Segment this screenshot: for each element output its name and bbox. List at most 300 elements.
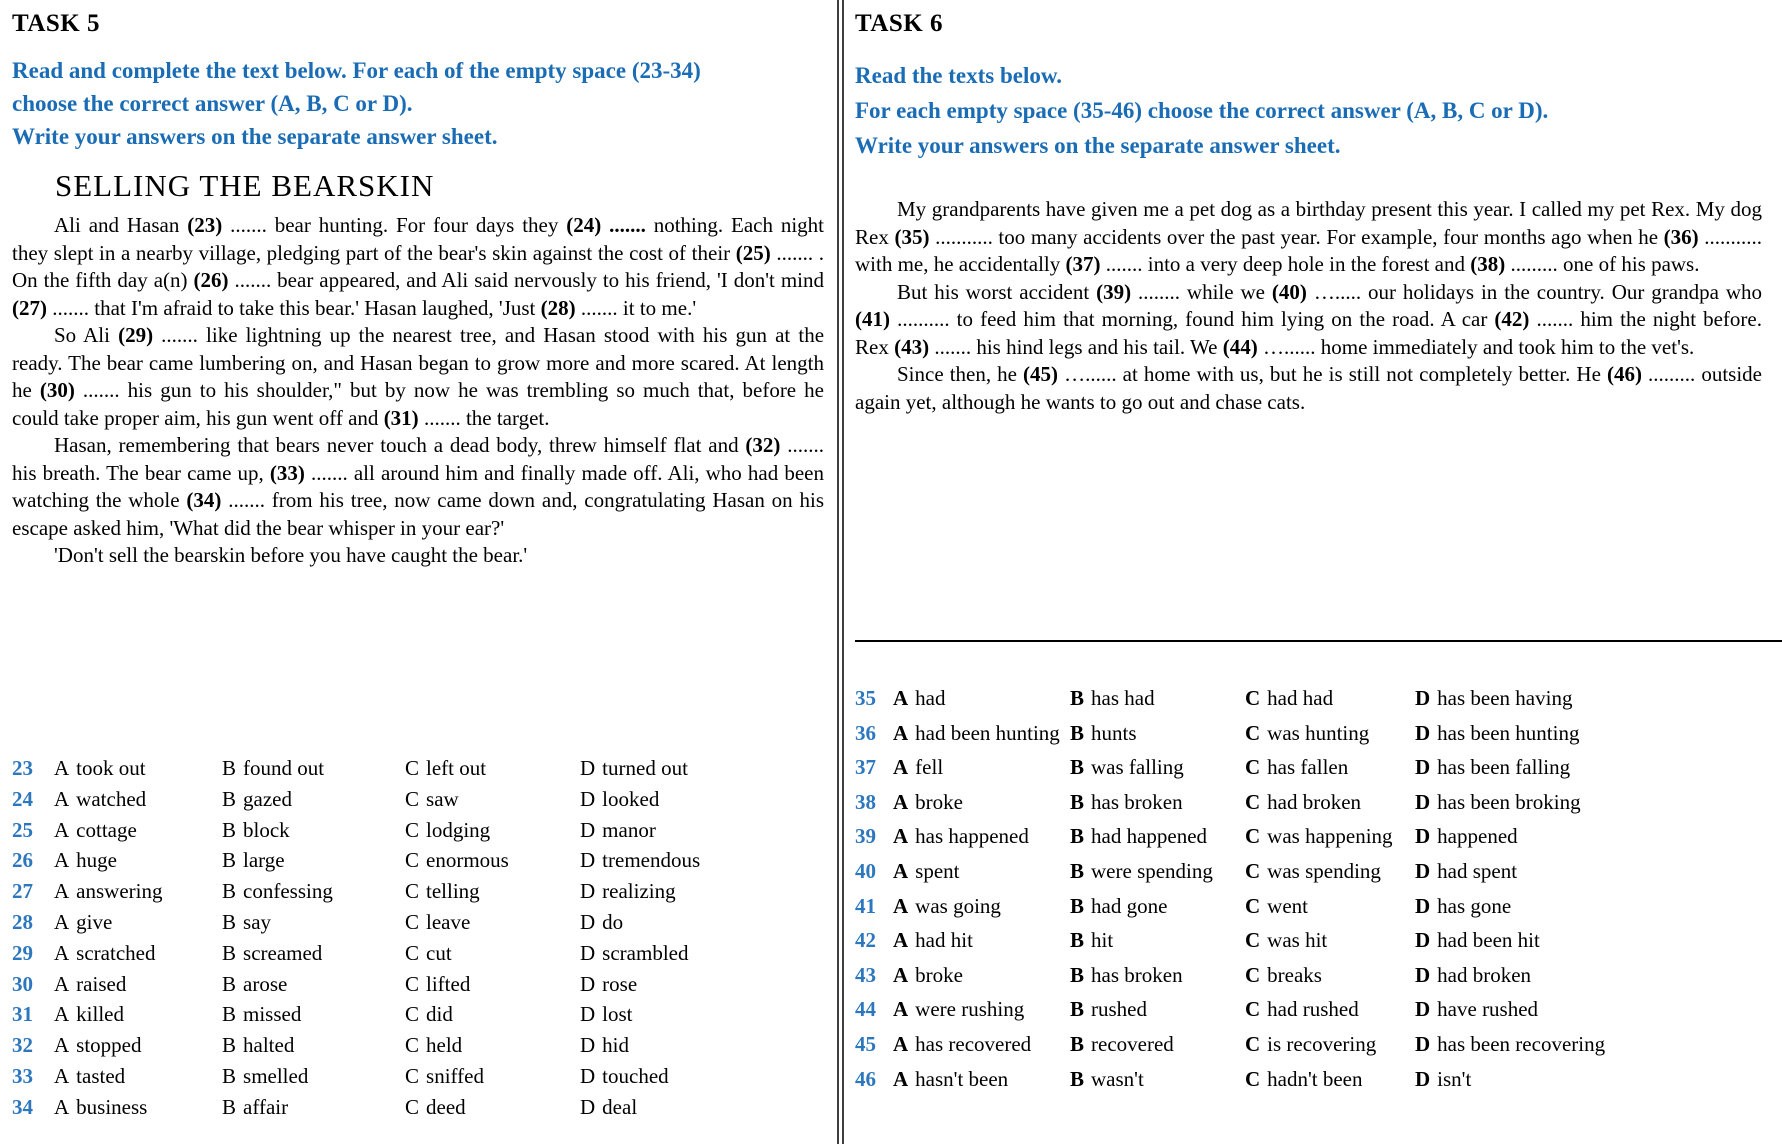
option-c-text: has fallen bbox=[1267, 755, 1349, 780]
option-a-text: broke bbox=[915, 962, 963, 987]
option-c-text: did bbox=[426, 1002, 453, 1027]
task6-passage bbox=[855, 196, 1762, 416]
option-c-text: went bbox=[1267, 893, 1308, 918]
option-letter-b: B bbox=[1070, 1066, 1085, 1091]
option-a bbox=[54, 818, 222, 843]
option-a bbox=[54, 972, 222, 997]
instruction-line: Write your answers on the separate answer sheet. bbox=[12, 124, 498, 149]
option-c bbox=[405, 1095, 580, 1120]
option-b-text: say bbox=[243, 909, 272, 934]
option-a-text: fell bbox=[915, 755, 944, 780]
option-letter-b: B bbox=[222, 971, 237, 996]
option-letter-d: D bbox=[1415, 962, 1431, 987]
option-letter-d: D bbox=[580, 1094, 596, 1119]
option-letter-c: C bbox=[405, 1002, 420, 1027]
option-letter-b: B bbox=[1070, 720, 1085, 745]
option-letter-c: C bbox=[1245, 755, 1261, 780]
option-letter-b: B bbox=[1070, 962, 1085, 987]
option-row bbox=[855, 997, 1782, 1032]
option-d-text: isn't bbox=[1437, 1066, 1472, 1091]
option-a bbox=[54, 941, 222, 966]
option-c bbox=[1245, 1032, 1415, 1057]
option-c-text: telling bbox=[426, 879, 480, 904]
option-letter-a: A bbox=[893, 789, 909, 814]
option-a bbox=[893, 1032, 1070, 1057]
option-c bbox=[405, 972, 580, 997]
question-number: 34 bbox=[12, 1094, 33, 1119]
option-letter-c: C bbox=[405, 786, 420, 811]
option-d-text: hid bbox=[602, 1033, 630, 1058]
option-a bbox=[893, 721, 1070, 746]
question-number: 33 bbox=[12, 1063, 33, 1088]
question-number: 37 bbox=[855, 755, 876, 780]
option-b-text: were spending bbox=[1091, 858, 1213, 883]
option-d-text: have rushed bbox=[1437, 997, 1539, 1022]
option-a-text: scratched bbox=[76, 940, 156, 965]
option-letter-b: B bbox=[1070, 1031, 1085, 1056]
question-number: 31 bbox=[12, 1002, 33, 1027]
option-letter-a: A bbox=[54, 971, 70, 996]
option-letter-a: A bbox=[54, 1063, 70, 1088]
option-letter-d: D bbox=[1415, 720, 1431, 745]
option-letter-a: A bbox=[54, 940, 70, 965]
option-a bbox=[893, 928, 1070, 953]
option-letter-b: B bbox=[222, 909, 237, 934]
option-row bbox=[855, 686, 1782, 721]
option-a-text: cottage bbox=[76, 817, 137, 842]
option-a bbox=[54, 879, 222, 904]
option-letter-c: C bbox=[1245, 928, 1261, 953]
question-number: 24 bbox=[12, 786, 33, 811]
option-c bbox=[405, 910, 580, 935]
option-letter-a: A bbox=[893, 1066, 909, 1091]
option-row bbox=[12, 1095, 824, 1126]
option-d bbox=[580, 910, 824, 935]
option-c-text: hadn't been bbox=[1267, 1066, 1363, 1091]
option-letter-a: A bbox=[893, 1031, 909, 1056]
option-a bbox=[893, 686, 1070, 711]
option-b-text: recovered bbox=[1091, 1031, 1174, 1056]
option-d-text: has been hunting bbox=[1437, 720, 1580, 745]
option-letter-a: A bbox=[893, 893, 909, 918]
option-d bbox=[580, 1033, 824, 1058]
option-letter-d: D bbox=[580, 940, 596, 965]
option-d-text: touched bbox=[602, 1063, 669, 1088]
option-letter-d: D bbox=[1415, 686, 1431, 710]
option-c-text: leave bbox=[426, 909, 471, 934]
option-b bbox=[1070, 963, 1245, 988]
option-letter-d: D bbox=[1415, 997, 1431, 1022]
option-letter-d: D bbox=[1415, 789, 1431, 814]
option-c-text: enormous bbox=[426, 848, 509, 873]
option-b bbox=[222, 1002, 405, 1027]
option-d bbox=[1415, 1032, 1782, 1057]
option-a-text: killed bbox=[76, 1002, 124, 1027]
option-a-text: watched bbox=[76, 786, 147, 811]
option-letter-b: B bbox=[1070, 789, 1085, 814]
option-b-text: missed bbox=[243, 1002, 302, 1027]
option-b-text: had gone bbox=[1091, 893, 1168, 918]
option-letter-d: D bbox=[580, 1063, 596, 1088]
option-letter-a: A bbox=[54, 1033, 70, 1058]
option-c bbox=[1245, 721, 1415, 746]
option-letter-a: A bbox=[893, 928, 909, 953]
option-letter-c: C bbox=[1245, 720, 1261, 745]
option-d-text: has been recovering bbox=[1437, 1031, 1606, 1056]
option-letter-d: D bbox=[580, 971, 596, 996]
option-letter-a: A bbox=[893, 997, 909, 1022]
option-letter-a: A bbox=[54, 909, 70, 934]
option-c bbox=[1245, 790, 1415, 815]
option-letter-b: B bbox=[222, 786, 237, 811]
option-letter-d: D bbox=[1415, 824, 1431, 849]
option-letter-b: B bbox=[222, 1002, 237, 1027]
question-number: 23 bbox=[12, 756, 33, 780]
instruction-line: Read and complete the text below. For each of the empty space (23-34) bbox=[12, 58, 701, 83]
option-d bbox=[1415, 894, 1782, 919]
option-row bbox=[12, 818, 824, 849]
option-b-text: rushed bbox=[1091, 997, 1148, 1022]
passage-paragraph: So Ali (29) ....... like lightning up the nearest tree, and Hasan stood with his gun at the ready. The bear came lumbering on, and Hasan began to grow more and more scared. At length he (30) ....... his gun to his shoulder," but by now he was trembling so much that, before he could take proper aim, his gun went off and (31) ....... the target. bbox=[12, 323, 825, 430]
option-letter-d: D bbox=[1415, 858, 1431, 883]
option-c-text: held bbox=[426, 1033, 463, 1058]
option-c bbox=[1245, 1067, 1415, 1092]
option-letter-c: C bbox=[1245, 1066, 1261, 1091]
section-divider-line bbox=[855, 640, 1782, 642]
option-letter-d: D bbox=[580, 756, 596, 780]
question-number: 38 bbox=[855, 789, 876, 814]
option-letter-c: C bbox=[1245, 997, 1261, 1022]
option-a-text: had bbox=[915, 686, 946, 710]
option-c bbox=[1245, 755, 1415, 780]
option-a bbox=[54, 910, 222, 935]
option-c bbox=[1245, 824, 1415, 849]
option-c bbox=[405, 1002, 580, 1027]
option-b bbox=[222, 818, 405, 843]
option-letter-a: A bbox=[54, 817, 70, 842]
option-letter-b: B bbox=[222, 1063, 237, 1088]
option-b bbox=[1070, 859, 1245, 884]
instruction-line: Read the texts below. bbox=[855, 63, 1062, 88]
option-d bbox=[580, 818, 824, 843]
question-number: 36 bbox=[855, 720, 876, 745]
option-b-text: has broken bbox=[1091, 789, 1183, 814]
task6-options bbox=[855, 686, 1782, 1101]
option-d-text: manor bbox=[602, 817, 656, 842]
option-a-text: tasted bbox=[76, 1063, 126, 1088]
option-d-text: rose bbox=[602, 971, 638, 996]
task5-header: TASK 5 bbox=[12, 10, 100, 37]
question-number: 39 bbox=[855, 824, 876, 849]
option-d bbox=[580, 879, 824, 904]
option-letter-c: C bbox=[1245, 858, 1261, 883]
option-a bbox=[893, 1067, 1070, 1092]
question-number: 40 bbox=[855, 858, 876, 883]
instruction-line: For each empty space (35-46) choose the correct answer (A, B, C or D). bbox=[855, 98, 1549, 123]
option-letter-d: D bbox=[580, 786, 596, 811]
option-d bbox=[580, 1095, 824, 1120]
option-row bbox=[12, 1002, 824, 1033]
option-c bbox=[1245, 997, 1415, 1022]
passage-paragraph: My grandparents have given me a pet dog as a birthday present this year. I called my pet Rex. My dog Rex (35) ........... too many accidents over the past year. For example, four months ago when he (36) ........... with me, he accidentally (37) ....... into a very deep hole in the forest and (38) ......... one of his paws. bbox=[855, 197, 1763, 276]
option-a-text: broke bbox=[915, 789, 963, 814]
option-letter-d: D bbox=[580, 879, 596, 904]
option-d-text: lost bbox=[602, 1002, 633, 1027]
option-a-text: had been hunting bbox=[915, 720, 1060, 745]
option-d bbox=[1415, 997, 1782, 1022]
option-a-text: business bbox=[76, 1094, 148, 1119]
option-b-text: has broken bbox=[1091, 962, 1183, 987]
option-b bbox=[1070, 755, 1245, 780]
option-letter-d: D bbox=[1415, 1066, 1431, 1091]
passage-paragraph: Ali and Hasan (23) ....... bear hunting. For four days they (24) ....... nothing. Each night they slept in a nearby village, pledging part of the bear's skin against the cost of their (25) ....... . On the fifth day a(n) (26) ....... bear appeared, and Ali said nervously to his friend, 'I don't mind (27) ....... that I'm afraid to take this bear.' Hasan laughed, 'Just (28) ....... it to me.' bbox=[12, 213, 825, 320]
option-d bbox=[1415, 790, 1782, 815]
option-c-text: breaks bbox=[1267, 962, 1322, 987]
option-letter-b: B bbox=[222, 940, 237, 965]
option-row bbox=[855, 859, 1782, 894]
option-b-text: halted bbox=[243, 1033, 295, 1058]
option-a bbox=[893, 755, 1070, 780]
option-a bbox=[893, 859, 1070, 884]
option-row bbox=[855, 755, 1782, 790]
option-c bbox=[1245, 963, 1415, 988]
option-d-text: has been having bbox=[1437, 686, 1573, 710]
option-d-text: had spent bbox=[1437, 858, 1518, 883]
option-b bbox=[1070, 894, 1245, 919]
option-a-text: was going bbox=[915, 893, 1001, 918]
option-c bbox=[405, 818, 580, 843]
option-row bbox=[12, 879, 824, 910]
option-letter-b: B bbox=[1070, 858, 1085, 883]
option-letter-d: D bbox=[580, 848, 596, 873]
question-number: 44 bbox=[855, 997, 876, 1022]
option-d-text: deal bbox=[602, 1094, 638, 1119]
option-letter-b: B bbox=[222, 817, 237, 842]
option-letter-b: B bbox=[1070, 928, 1085, 953]
option-c bbox=[1245, 859, 1415, 884]
option-c-text: lodging bbox=[426, 817, 491, 842]
option-letter-c: C bbox=[405, 1063, 420, 1088]
option-b-text: was falling bbox=[1091, 755, 1184, 780]
instruction-line: Write your answers on the separate answer sheet. bbox=[855, 133, 1341, 158]
option-b-text: found out bbox=[243, 756, 325, 780]
option-letter-c: C bbox=[405, 817, 420, 842]
option-a bbox=[54, 1064, 222, 1089]
option-d bbox=[1415, 1067, 1782, 1092]
option-a bbox=[893, 824, 1070, 849]
option-letter-c: C bbox=[405, 971, 420, 996]
option-d-text: turned out bbox=[602, 756, 688, 780]
option-row bbox=[855, 928, 1782, 963]
option-d bbox=[580, 972, 824, 997]
option-letter-d: D bbox=[580, 1033, 596, 1058]
option-letter-a: A bbox=[54, 848, 70, 873]
option-b-text: gazed bbox=[243, 786, 292, 811]
option-d bbox=[580, 787, 824, 812]
option-d bbox=[580, 1002, 824, 1027]
option-letter-b: B bbox=[222, 756, 237, 780]
option-b bbox=[1070, 1032, 1245, 1057]
option-c-text: sniffed bbox=[426, 1063, 484, 1088]
option-c-text: cut bbox=[426, 940, 452, 965]
question-number: 43 bbox=[855, 962, 876, 987]
option-a bbox=[54, 756, 222, 781]
option-a bbox=[54, 1095, 222, 1120]
option-letter-b: B bbox=[1070, 686, 1085, 710]
option-b-text: hunts bbox=[1091, 720, 1137, 745]
option-a-text: spent bbox=[915, 858, 960, 883]
option-d-text: had broken bbox=[1437, 962, 1532, 987]
option-a bbox=[54, 848, 222, 873]
question-number: 42 bbox=[855, 928, 876, 953]
option-d-text: had been hit bbox=[1437, 928, 1540, 953]
question-number: 28 bbox=[12, 909, 33, 934]
option-letter-b: B bbox=[1070, 755, 1085, 780]
option-b-text: smelled bbox=[243, 1063, 309, 1088]
option-b bbox=[222, 972, 405, 997]
option-c-text: had broken bbox=[1267, 789, 1362, 814]
option-letter-d: D bbox=[580, 909, 596, 934]
option-b bbox=[1070, 790, 1245, 815]
option-row bbox=[855, 721, 1782, 756]
option-c-text: saw bbox=[426, 786, 459, 811]
option-c-text: lifted bbox=[426, 971, 471, 996]
option-row bbox=[12, 1064, 824, 1095]
task5-instructions bbox=[12, 54, 824, 153]
option-c-text: had had bbox=[1267, 686, 1334, 710]
option-c bbox=[405, 941, 580, 966]
option-letter-c: C bbox=[405, 1094, 420, 1119]
option-d-text: do bbox=[602, 909, 624, 934]
question-number: 25 bbox=[12, 817, 33, 842]
passage-title: SELLING THE BEARSKIN bbox=[55, 168, 435, 203]
option-letter-b: B bbox=[1070, 997, 1085, 1022]
option-d-text: has been falling bbox=[1437, 755, 1571, 780]
option-d bbox=[1415, 686, 1782, 711]
option-b bbox=[1070, 721, 1245, 746]
option-row bbox=[855, 790, 1782, 825]
option-letter-b: B bbox=[222, 1094, 237, 1119]
option-b bbox=[222, 848, 405, 873]
option-letter-c: C bbox=[1245, 789, 1261, 814]
option-c-text: was hit bbox=[1267, 928, 1328, 953]
option-a bbox=[893, 894, 1070, 919]
option-row bbox=[855, 1067, 1782, 1102]
option-b-text: has had bbox=[1091, 686, 1155, 710]
option-letter-b: B bbox=[1070, 824, 1085, 849]
option-c-text: left out bbox=[426, 756, 487, 780]
option-b-text: had happened bbox=[1091, 824, 1208, 849]
option-c bbox=[405, 756, 580, 781]
option-d bbox=[1415, 963, 1782, 988]
option-a-text: answering bbox=[76, 879, 163, 904]
option-b-text: affair bbox=[243, 1094, 289, 1119]
option-letter-a: A bbox=[893, 824, 909, 849]
option-letter-a: A bbox=[54, 1002, 70, 1027]
instruction-line: choose the correct answer (A, B, C or D). bbox=[12, 91, 413, 116]
option-letter-d: D bbox=[1415, 928, 1431, 953]
option-b-text: hit bbox=[1091, 928, 1114, 953]
option-letter-c: C bbox=[1245, 824, 1261, 849]
passage-paragraph: Since then, he (45) …...... at home with us, but he is still not completely better. He (46) ......... outside again yet, although he wants to go out and chase cats. bbox=[855, 362, 1762, 414]
task5-passage bbox=[12, 212, 824, 570]
option-b-text: block bbox=[243, 817, 290, 842]
question-number: 27 bbox=[12, 879, 33, 904]
passage-paragraph: 'Don't sell the bearskin before you have caught the bear.' bbox=[54, 543, 528, 567]
option-letter-a: A bbox=[893, 686, 909, 710]
option-letter-c: C bbox=[1245, 686, 1261, 710]
option-letter-c: C bbox=[405, 909, 420, 934]
option-letter-a: A bbox=[893, 858, 909, 883]
option-b bbox=[222, 941, 405, 966]
task5-section bbox=[12, 0, 824, 1144]
option-d bbox=[580, 1064, 824, 1089]
option-letter-c: C bbox=[405, 879, 420, 904]
option-a-text: stopped bbox=[76, 1033, 142, 1058]
option-d-text: realizing bbox=[602, 879, 676, 904]
option-d bbox=[580, 756, 824, 781]
option-b-text: large bbox=[243, 848, 285, 873]
option-letter-b: B bbox=[222, 848, 237, 873]
option-row bbox=[12, 1033, 824, 1064]
option-c bbox=[1245, 894, 1415, 919]
option-d-text: has gone bbox=[1437, 893, 1512, 918]
option-b-text: confessing bbox=[243, 879, 333, 904]
option-c bbox=[405, 1064, 580, 1089]
question-number: 45 bbox=[855, 1031, 876, 1056]
option-b-text: arose bbox=[243, 971, 288, 996]
option-letter-a: A bbox=[54, 879, 70, 904]
option-c-text: is recovering bbox=[1267, 1031, 1377, 1056]
option-d-text: has been broking bbox=[1437, 789, 1581, 814]
option-letter-d: D bbox=[1415, 1031, 1431, 1056]
question-number: 29 bbox=[12, 940, 33, 965]
option-d bbox=[580, 848, 824, 873]
question-number: 41 bbox=[855, 893, 876, 918]
option-row bbox=[12, 941, 824, 972]
option-letter-d: D bbox=[1415, 755, 1431, 780]
option-row bbox=[12, 787, 824, 818]
option-d-text: looked bbox=[602, 786, 660, 811]
option-a-text: hasn't been bbox=[915, 1066, 1009, 1091]
option-c bbox=[405, 787, 580, 812]
option-c bbox=[405, 879, 580, 904]
option-letter-c: C bbox=[405, 756, 420, 780]
question-number: 46 bbox=[855, 1066, 876, 1091]
option-a bbox=[54, 787, 222, 812]
option-c-text: was spending bbox=[1267, 858, 1381, 883]
option-row bbox=[855, 894, 1782, 929]
option-letter-c: C bbox=[1245, 962, 1261, 987]
option-d bbox=[1415, 755, 1782, 780]
passage-paragraph: Hasan, remembering that bears never touch a dead body, threw himself flat and (32) ....... his breath. The bear came up, (33) ....... all around him and finally made off. Ali, who had been watching the whole (34) ....... from his tree, now came down and, congratulating Hasan on his escape asked him, 'What did the bear whisper in your ear?' bbox=[12, 433, 824, 540]
option-letter-d: D bbox=[580, 1002, 596, 1027]
task6-instructions bbox=[855, 58, 1782, 163]
option-a-text: were rushing bbox=[915, 997, 1025, 1022]
option-a bbox=[893, 997, 1070, 1022]
option-a-text: huge bbox=[76, 848, 117, 873]
option-a-text: give bbox=[76, 909, 113, 934]
option-c-text: was happening bbox=[1267, 824, 1393, 849]
option-d bbox=[1415, 824, 1782, 849]
option-d-text: tremendous bbox=[602, 848, 701, 873]
option-letter-a: A bbox=[893, 962, 909, 987]
task6-section bbox=[855, 0, 1782, 1144]
passage-paragraph: But his worst accident (39) ........ while we (40) …..... our holidays in the country. Our grandpa who (41) .......... to feed him that morning, found him lying on the road. A car (42) ....... him the night before. Rex (43) ....... his hind legs and his tail. We (44) …...... home immediately and took him to the vet's. bbox=[855, 279, 1762, 359]
option-a-text: had hit bbox=[915, 928, 973, 953]
option-b bbox=[1070, 928, 1245, 953]
option-row bbox=[12, 756, 824, 787]
